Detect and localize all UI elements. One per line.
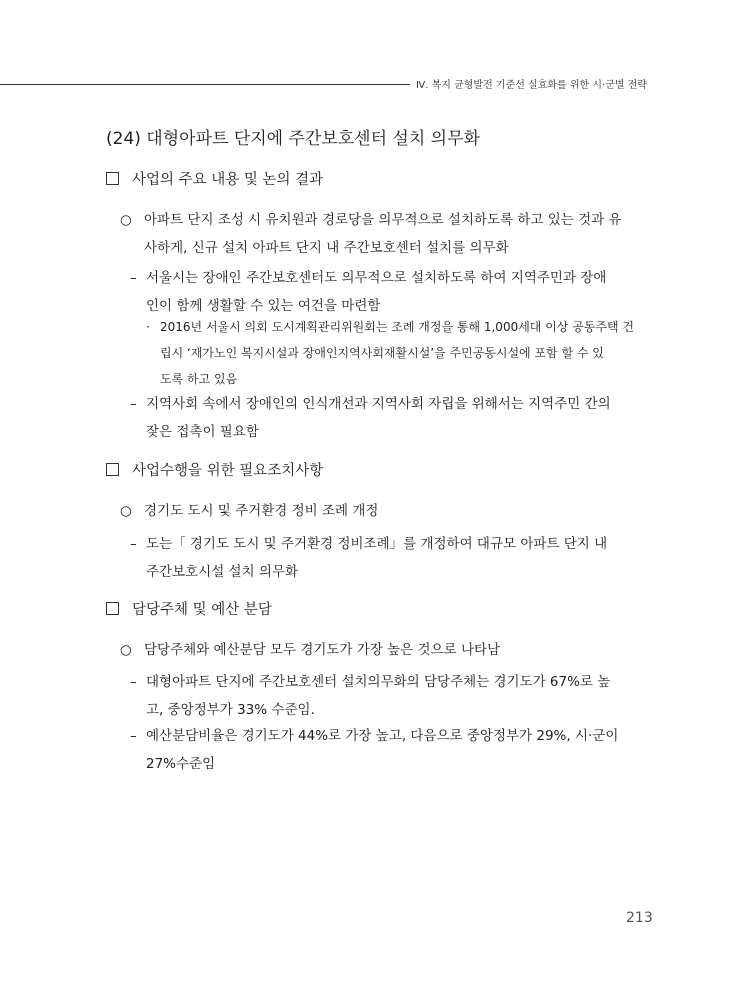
dash-bullet-icon: – [130, 536, 137, 552]
text-line: 서울시는 장애인 주간보호센터도 의무적으로 설치하도록 하여 지역주민과 장애 [146, 270, 607, 286]
dot-bullet-icon: · [146, 320, 150, 334]
bullet-circle-item [120, 497, 378, 525]
page-number: 213 [626, 910, 653, 926]
dash-bullet-icon: – [130, 728, 137, 744]
circle-bullet-icon: ○ [120, 503, 132, 519]
text-line: 인이 함께 생활할 수 있는 여건을 마련함 [146, 298, 381, 314]
text-line: 잦은 접촉이 필요함 [146, 424, 259, 440]
bullet-dash-item [130, 668, 610, 724]
heading-label: 사업수행을 위한 필요조치사항 [132, 463, 324, 479]
text-line: 아파트 단지 조성 시 유치원과 경로당을 의무적으로 설치하도록 하고 있는 것과 유 [144, 212, 622, 228]
circle-bullet-icon: ○ [120, 212, 132, 228]
text-line: 2016년 서울시 의회 도시계획관리위원회는 조례 개정을 통해 1,000세대 이상 공동주택 건 [160, 320, 634, 334]
bullet-dash-item [130, 530, 607, 586]
running-header: Ⅳ. 복지 균형발전 기준선 실효화를 위한 시·군별 전략 [416, 80, 648, 91]
heading-required-actions [106, 459, 323, 480]
text-line: 고, 중앙정부가 33% 수준임. [146, 702, 315, 718]
text-line: 도록 하고 있음 [160, 372, 238, 386]
dash-bullet-icon: – [130, 270, 137, 286]
checkbox-square-icon [106, 463, 119, 476]
bullet-circle-item [120, 206, 622, 262]
text-line: 경기도 도시 및 주거환경 정비 조례 개정 [144, 503, 379, 519]
text-line: 주간보호시설 설치 의무화 [146, 564, 299, 580]
dash-bullet-icon: – [130, 396, 137, 412]
heading-label: 사업의 주요 내용 및 논의 결과 [132, 172, 324, 188]
bullet-dash-item [130, 264, 606, 320]
bullet-dash-item [130, 722, 618, 778]
text-line: 27%수준임 [146, 756, 216, 772]
text-line: 담당주체와 예산분담 모두 경기도가 가장 높은 것으로 나타남 [144, 642, 501, 658]
heading-label: 담당주체 및 예산 분담 [132, 602, 272, 618]
text-line: 대형아파트 단지에 주간보호센터 설치의무화의 담당주체는 경기도가 67%로 높 [146, 674, 611, 690]
text-line: 도는「 경기도 도시 및 주거환경 정비조례」를 개정하여 대규모 아파트 단지 내 [146, 536, 608, 552]
section-title: (24) 대형아파트 단지에 주간보호센터 설치 의무화 [106, 129, 480, 149]
bullet-dot-item [146, 314, 634, 392]
circle-bullet-icon: ○ [120, 642, 132, 658]
dash-bullet-icon: – [130, 674, 137, 690]
heading-responsibility-budget [106, 598, 272, 619]
text-line: 립시 ‘재가노인 복지시설과 장애인지역사회재활시설’을 주민공동시설에 포함 할 수 있 [160, 346, 604, 360]
text-line: 지역사회 속에서 장애인의 인식개선과 지역사회 자립을 위해서는 지역주민 간의 [146, 396, 611, 412]
bullet-dash-item [130, 390, 611, 446]
bullet-circle-item [120, 636, 500, 664]
checkbox-square-icon [106, 172, 119, 185]
heading-main-content [106, 168, 323, 189]
header-rule [0, 84, 410, 85]
text-line: 사하게, 신규 설치 아파트 단지 내 주간보호센터 설치를 의무화 [144, 240, 509, 256]
checkbox-square-icon [106, 602, 119, 615]
text-line: 예산분담비율은 경기도가 44%로 가장 높고, 다음으로 중앙정부가 29%, 시·군이 [146, 728, 619, 744]
